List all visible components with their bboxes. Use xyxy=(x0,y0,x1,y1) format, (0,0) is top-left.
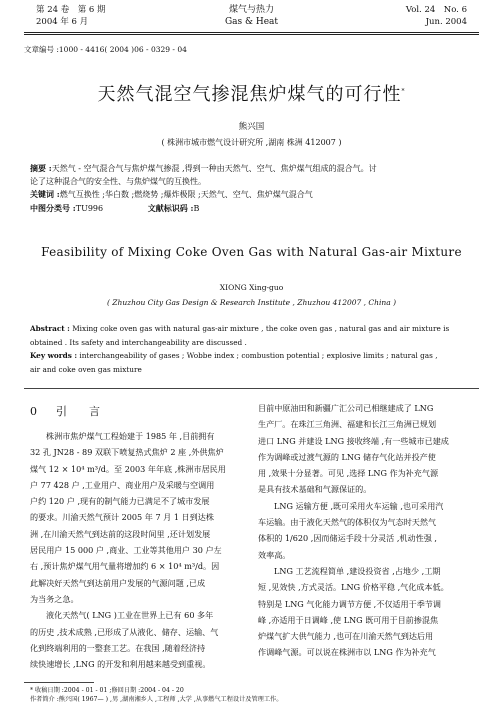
abstract-en-line-1: Abstract : Mixing coke oven gas with natural gas-air mixture , the coke oven gas , natural gas and air mixture is xyxy=(30,324,450,333)
date-en: Jun. 2004 xyxy=(425,17,467,27)
footnote-author-bio: 作者简介 :熊兴国( 1967— ) ,男 ,湖南湘乡人 ,工程师 ,大学 ,从事燃气工程设计及管理工作。 xyxy=(30,696,283,703)
section-number: 0 xyxy=(30,405,37,418)
body-column-left xyxy=(30,400,246,672)
journal-title-cn: 煤气与热力 xyxy=(228,5,274,15)
body-line: 的历史 ,技术成熟 ,已形成了从液化、储存、运输、气 xyxy=(30,626,219,637)
body-line: 峰 ,亦适用于日调峰 ,使 LNG 既可用于目前掺混焦 xyxy=(258,614,439,625)
keywords-en-label: Key words : xyxy=(30,351,78,360)
body-line: 居民用户 15 000 户 ,商业、工业等其他用户 30 户左 xyxy=(30,545,222,556)
body-line: 用 ,效果十分显著。可见 ,选择 LNG 作为补充气源 xyxy=(258,468,439,479)
title-footnote-mark: * xyxy=(401,88,406,95)
keywords-cn: 关键词 :燃气互换性 ;华白数 ;燃烧势 ;爆炸极限 ;天然气、空气、焦炉煤气混合气 xyxy=(30,189,313,199)
running-header xyxy=(0,0,503,36)
journal-title-en: Gas & Heat xyxy=(224,17,279,27)
footnote-rule xyxy=(24,682,94,683)
section-title: 引 言 xyxy=(56,405,100,418)
clc-value: TU996 xyxy=(75,203,104,213)
volume-issue-en: Vol. 24 No. 6 xyxy=(405,5,467,15)
body-line: LNG 工艺流程简单 ,建设投资省 ,占地少 ,工期 xyxy=(274,565,441,576)
body-line: 体积的 1/620 ,因而储运手段十分灵活 ,机动性强 , xyxy=(258,533,437,544)
abstract-cn xyxy=(30,162,473,215)
clc-label: 中图分类号 : xyxy=(30,202,76,213)
body-line: 生产厂。在珠江三角洲、福建和长江三角洲已规划 xyxy=(258,419,437,430)
body-line: 短 ,见效快 ,方式灵活。LNG 价格平稳 ,气化成本低。 xyxy=(258,582,449,593)
affiliation-en: ( Zhuzhou City Gas Design & Research Institute , Zhuzhou 412007 , China ) xyxy=(106,298,397,307)
body-line: 目前中原油田和新疆广汇公司已相继建成了 LNG xyxy=(258,403,434,413)
header-rule-thick xyxy=(24,32,479,33)
body-line: 效率高。 xyxy=(258,549,291,560)
footnote-dates: * 收稿日期 :2004 - 01 - 01 ;修回日期 :2004 - 04 - 20 xyxy=(30,687,184,694)
abstract-en xyxy=(30,322,473,376)
body-line: 作为调峰或过渡气源的 LNG 储存气化站并投产使 xyxy=(258,451,436,462)
doc-code-label: 文献标识码 : xyxy=(147,202,194,213)
section-heading xyxy=(30,400,246,424)
classification-cn xyxy=(30,202,473,216)
body-line: 是具有技术基础和气源保证的。 xyxy=(258,484,372,495)
title-cn-text: 天然气混空气掺混焦炉煤气的可行性 xyxy=(97,84,402,105)
abstract-cn-line-1: 摘要 :天然气 - 空气混合气与焦炉煤气掺混 ,得到一种由天然气、空气、焦炉煤气组成的混合气。讨 xyxy=(30,163,377,173)
header-rule-thin xyxy=(24,34,479,35)
body-line: 为当务之急。 xyxy=(30,593,79,604)
author-cn: 熊兴国 xyxy=(238,122,265,132)
doc-code-value: B xyxy=(193,203,200,213)
keywords-en-line-1: Key words : interchangeability of gases ; Wobbe index ; combustion potential ; explosive limits ; natural gas , xyxy=(30,351,438,360)
body-line: 户约 120 户 ,现有的制气能力已满足不了城市发展 xyxy=(30,496,210,507)
article-number: 文章编号 :1000 - 4416( 2004 )06 - 0329 - 04 xyxy=(24,45,187,54)
keywords-en-line-2: air and coke oven gas mixture xyxy=(30,364,142,374)
body-line: 炉煤气扩大供气能力 ,也可在川渝天然气到达后用 xyxy=(258,631,434,642)
title-en: Feasibility of Mixing Coke Oven Gas with Natural Gas-air Mixture xyxy=(41,245,462,259)
body-line: 右 ,预计焦炉煤气用气量将增加约 6 × 10⁴ m³/d。因 xyxy=(30,561,220,572)
body-line: 此解决好天然气到达前用户发展的气源问题 ,已成 xyxy=(30,577,206,588)
body-line: 特别是 LNG 气化能力调节方便 ,不仅适用于季节调 xyxy=(258,598,441,609)
header-right xyxy=(406,4,467,28)
abstract-en-line-2: obtained . Its safety and interchangeability are discussed . xyxy=(30,337,247,347)
date-cn: 2004 年 6 月 xyxy=(36,17,89,27)
body-line: 煤气 12 × 10⁴ m³/d。至 2003 年年底 ,株洲市居民用 xyxy=(30,463,226,474)
body-line: 续快速增长 ,LNG 的开发和利用越来越受到重视。 xyxy=(30,659,211,670)
body-line: 化到终端利用的一整套工艺。在我国 ,随着经济持 xyxy=(30,642,206,653)
section-divider xyxy=(24,388,479,389)
body-line: 洲 ,在川渝天然气到达前的这段时间里 ,还计划发展 xyxy=(30,528,211,539)
footnote xyxy=(30,686,282,704)
body-line: 的要求。川渝天然气预计 2005 年 7 月 1 日到达株 xyxy=(30,512,214,523)
author-en: XIONG Xing-guo xyxy=(219,283,284,292)
body-line: LNG 运输方便 ,既可采用火车运输 ,也可采用汽 xyxy=(274,500,444,511)
volume-issue-cn: 第 24 卷 第 6 期 xyxy=(36,5,106,15)
body-line: 进口 LNG 并建设 LNG 接收终端 ,有一些城市已建成 xyxy=(258,435,449,446)
abstract-cn-label: 摘要 : xyxy=(30,163,52,173)
body-line: 车运输。由于液化天然气的体积仅为气态时天然气 xyxy=(258,517,437,528)
body-line: 作调峰气源。可以说在株洲市以 LNG 作为补充气 xyxy=(258,647,436,658)
affiliation-cn: ( 株洲市城市燃气设计研究所 ,湖南 株洲 412007 ) xyxy=(161,138,342,147)
body-column-right xyxy=(258,400,474,661)
keywords-cn-label: 关键词 : xyxy=(30,189,60,199)
body-line: 户 77 428 户 ,工业用户、商业用户及采暖与空调用 xyxy=(30,479,215,490)
title-cn xyxy=(0,80,503,106)
body-line: 株洲市焦炉煤气工程始建于 1985 年 ,目前拥有 xyxy=(46,431,215,441)
abstract-cn-line-2: 论了这种混合气的安全性、与焦炉煤气的互换性。 xyxy=(30,176,206,186)
body-line: 32 孔 JN28 - 89 双联下喷复热式焦炉 2 座 ,外供焦炉 xyxy=(30,447,224,458)
abstract-en-label: Abstract : xyxy=(30,324,70,333)
body-line: 液化天然气( LNG )工业在世界上已有 60 多年 xyxy=(46,610,214,621)
